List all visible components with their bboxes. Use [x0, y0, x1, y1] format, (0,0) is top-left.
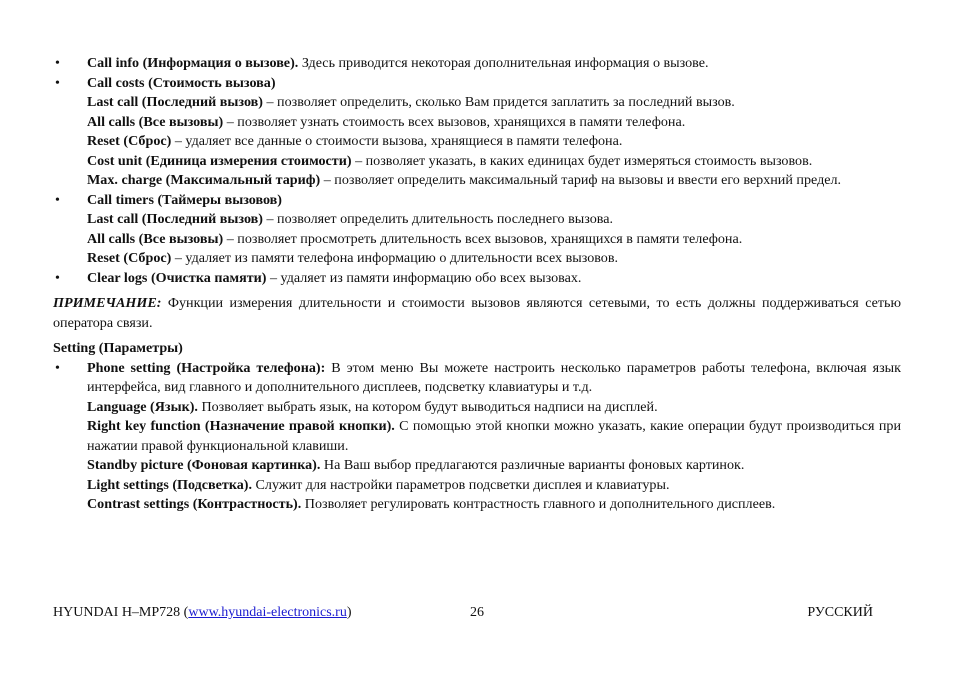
item-title: Standby picture (Фоновая картинка). [87, 457, 321, 473]
item-text: – удаляет из памяти информацию обо всех вызовах. [266, 269, 582, 286]
item-title: Reset (Сброс) [87, 133, 172, 149]
item-text: – позволяет определить длительность последнего вызова. [262, 211, 613, 227]
page-number: 26 [470, 605, 484, 620]
item-title: Max. charge (Максимальный тариф) [87, 172, 321, 188]
list-item-call-timers [53, 191, 901, 211]
footer-model-text: HYUNDAI H–MP728 ( [53, 605, 189, 620]
footer-model-close: ) [346, 605, 352, 620]
sub-item-cost-unit [53, 152, 901, 172]
list-item-phone-setting [53, 359, 901, 398]
sub-item-last-call-timer [53, 210, 901, 230]
note-text: Функции измерения длительности и стоимости вызовов являются сетевыми, то есть должны поддерживаться сетью оператора связи. [53, 295, 901, 331]
item-text: В этом меню Вы можете настроить несколько параметров работы телефона, включая язык интерфейса, вид главного и дополнительного дисплеев, подсветку клавиатуры и т.д. [87, 359, 901, 395]
list-item-clear-logs [53, 269, 901, 289]
item-text: Позволяет регулировать контрастность главного и дополнительного дисплеев. [301, 496, 776, 512]
item-text: Служит для настройки параметров подсветки дисплея и клавиатуры. [252, 476, 670, 493]
item-title: Last call (Последний вызов) [87, 211, 263, 227]
item-title: Call costs (Стоимость вызова) [87, 74, 276, 91]
item-text: – позволяет указать, в каких единицах будет измеряться стоимость вызовов. [351, 152, 813, 169]
bullet: • [55, 75, 60, 91]
item-title: Contrast settings (Контрастность). [87, 496, 302, 512]
item-text: – удаляет из памяти телефона информацию о длительности всех вызовов. [171, 250, 619, 266]
item-title: All calls (Все вызовы) [87, 113, 224, 130]
section-title: Setting (Параметры) [53, 340, 183, 356]
item-title: Light settings (Подсветка). [87, 476, 252, 493]
bullet: • [55, 192, 60, 208]
item-text: – позволяет определить, сколько Вам придется заплатить за последний вызов. [262, 94, 735, 110]
item-title: Reset (Сброс) [87, 250, 172, 266]
note-paragraph [53, 294, 901, 333]
sub-item-contrast [53, 495, 901, 515]
item-text: – удаляет все данные о стоимости вызова, хранящиеся в памяти телефона. [171, 133, 623, 149]
item-text: Позволяет выбрать язык, на котором будут выводиться надписи на дисплей. [197, 398, 658, 415]
footer-model [53, 605, 352, 621]
list-item-call-costs [53, 74, 901, 94]
item-text: С помощью этой кнопки можно указать, какие операции будут производиться при нажатии правой функциональной клавиши. [87, 418, 901, 454]
sub-item-right-key [53, 417, 901, 456]
sub-item-all-calls-timer [53, 230, 901, 250]
item-text: – позволяет просмотреть длительность всех вызовов, хранящихся в памяти телефона. [223, 230, 743, 247]
sub-item-all-calls-cost [53, 113, 901, 133]
bullet: • [55, 56, 60, 71]
item-text: – позволяет узнать стоимость всех вызовов, хранящихся в памяти телефона. [223, 113, 686, 130]
item-title: Right key function (Назначение правой кнопки). [87, 418, 395, 434]
item-title: Language (Язык). [87, 398, 198, 415]
sub-item-light-settings [53, 476, 901, 496]
bullet: • [55, 360, 60, 376]
footer-language: РУССКИЙ [807, 605, 873, 620]
sub-item-standby-picture [53, 456, 901, 476]
item-title: Phone setting (Настройка телефона): [87, 359, 326, 376]
sub-item-reset-cost [53, 132, 901, 152]
item-title: Clear logs (Очистка памяти) [87, 269, 267, 286]
page-footer [53, 605, 873, 625]
item-text: Здесь приводится некоторая дополнительная информация о вызове. [298, 55, 709, 71]
document-body [53, 54, 901, 515]
sub-item-max-charge [53, 171, 901, 191]
note-label: ПРИМЕЧАНИЕ: [53, 295, 162, 311]
item-text: На Ваш выбор предлагаются различные варианты фоновых картинок. [320, 457, 745, 473]
sub-item-reset-timer [53, 249, 901, 269]
item-text: – позволяет определить максимальный тариф на вызовы и ввести его верхний предел. [320, 172, 842, 188]
item-title: Last call (Последний вызов) [87, 94, 263, 110]
sub-item-last-call-cost [53, 93, 901, 113]
sub-item-language [53, 398, 901, 418]
item-title: All calls (Все вызовы) [87, 230, 224, 247]
list-item-call-info [53, 54, 901, 74]
item-title: Call timers (Таймеры вызовов) [87, 191, 282, 208]
item-title: Cost unit (Единица измерения стоимости) [87, 152, 352, 169]
bullet: • [55, 270, 60, 286]
footer-website-link[interactable]: www.hyundai-electronics.ru [188, 605, 347, 620]
item-title: Call info (Информация о вызове). [87, 55, 299, 71]
